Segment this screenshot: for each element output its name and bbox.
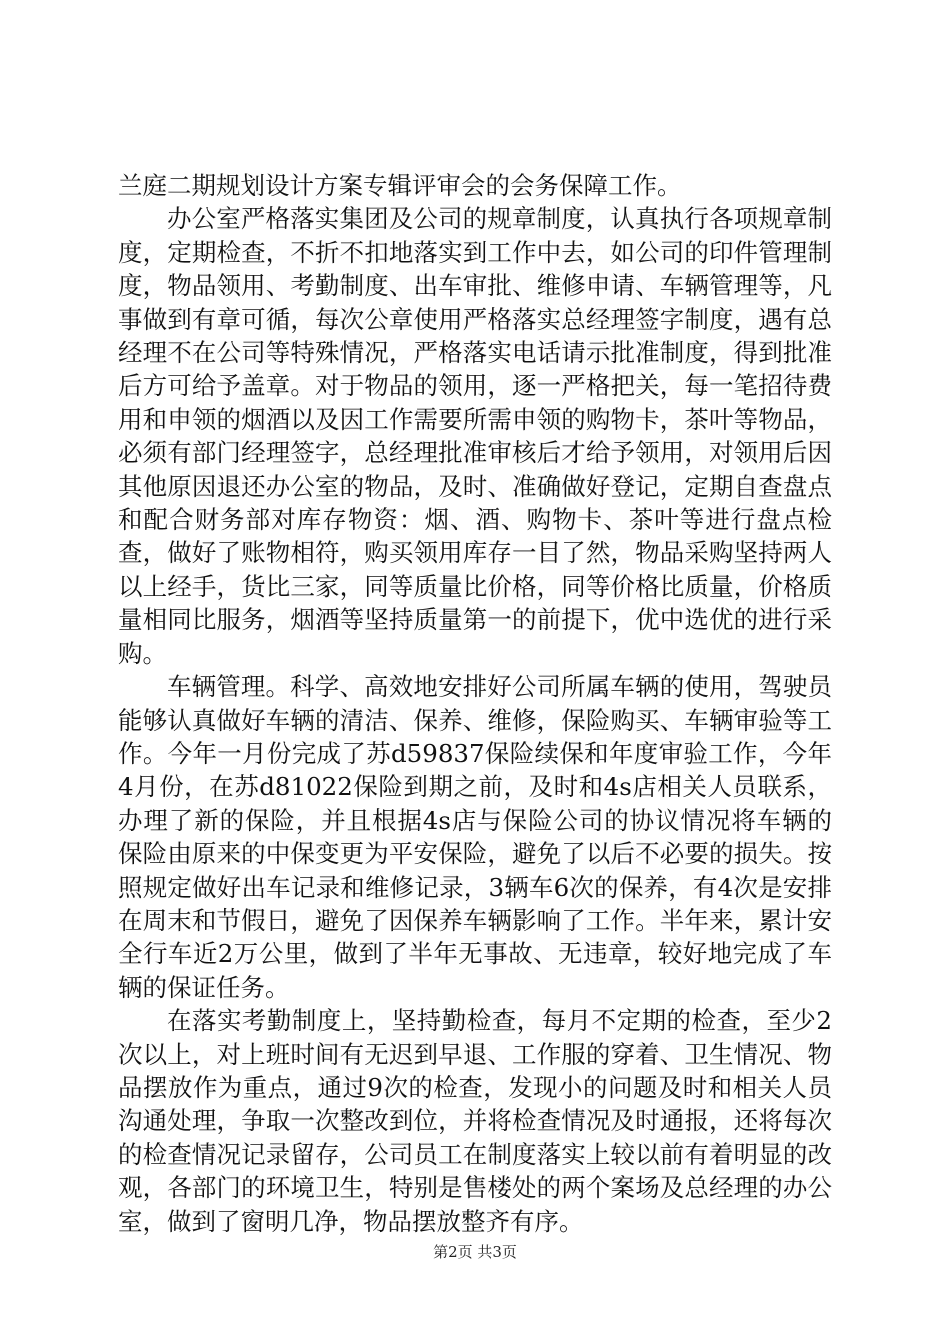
paragraph-continuation: 兰庭二期规划设计方案专辑评审会的会务保障工作。 [118,171,682,200]
paragraph-attendance-checks: 在落实考勤制度上，坚持勤检查，每月不定期的检查，至少2次以上，对上班时间有无迟到早退、工作服的穿着、卫生情况、物品摆放作为重点，通过9次的检查，发现小的问题及时和相关人员沟通处理，争取一次整改到位，并将检查情况及时通报，还将每次的检查情况记录留存，公司员工在制度落实上较以前有着明显的改观，各部门的环境卫生，特别是售楼处的两个案场及总经理的办公室，做到了窗明几净，物品摆放整齐有序。 [118,1006,832,1236]
document-body [118,169,832,1238]
paragraph-office-rules: 办公室严格落实集团及公司的规章制度，认真执行各项规章制度，定期检查，不折不扣地落实到工作中去，如公司的印件管理制度，物品领用、考勤制度、出车审批、维修申请、车辆管理等，凡事做到有章可循，每次公章使用严格落实总经理签字制度，遇有总经理不在公司等特殊情况，严格落实电话请示批准制度，得到批准后方可给予盖章。对于物品的领用，逐一严格把关，每一笔招待费用和申领的烟酒以及因工作需要所需申领的购物卡，茶叶等物品，必须有部门经理签字，总经理批准审核后才给予领用，对领用后因其他原因退还办公室的物品，及时、准确做好登记，定期自查盘点和配合财务部对库存物资：烟、酒、购物卡、茶叶等进行盘点检查，做好了账物相符，购买领用库存一目了然，物品采购坚持两人以上经手，货比三家，同等质量比价格，同等价格比质量，价格质量相同比服务，烟酒等坚持质量第一的前提下，优中选优的进行采购。 [118,204,832,668]
page-footer: 第2页 共3页 [433,1243,517,1261]
paragraph-vehicle-management: 车辆管理。科学、高效地安排好公司所属车辆的使用，驾驶员能够认真做好车辆的清洁、保养、维修，保险购买、车辆审验等工作。今年一月份完成了苏d59837保险续保和年度审验工作，今年4月份，在苏d81022保险到期之前，及时和4s店相关人员联系，办理了新的保险，并且根据4s店与保险公司的协议情况将车辆的保险由原来的中保变更为平安保险，避免了以后不必要的损失。按照规定做好出车记录和维修记录，3辆车6次的保养，有4次是安排在周末和节假日，避免了因保养车辆影响了工作。半年来，累计安全行车近2万公里，做到了半年无事故、无违章，较好地完成了车辆的保证任务。 [118,672,832,1002]
